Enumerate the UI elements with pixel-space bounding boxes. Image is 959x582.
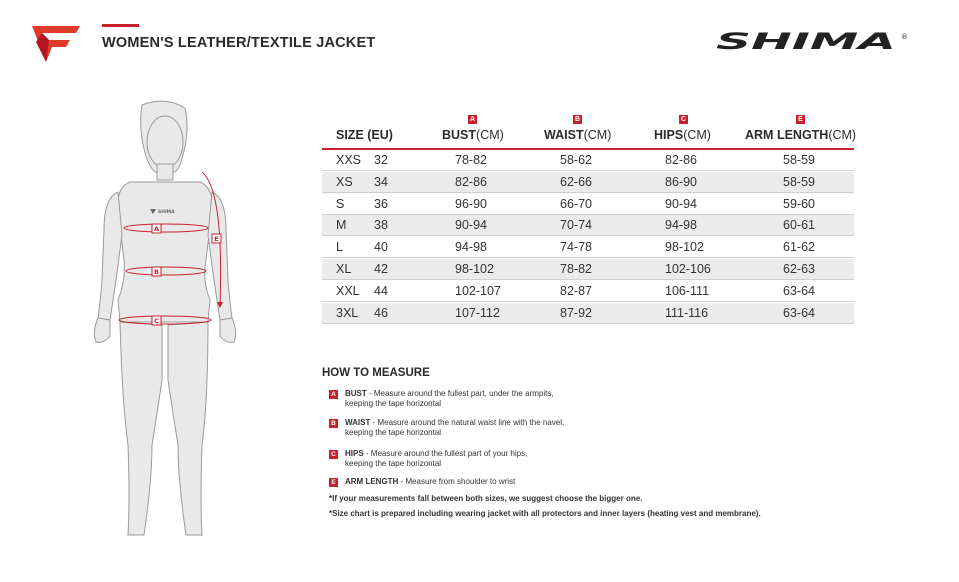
figure-marker-c bbox=[152, 316, 161, 325]
waist-header: WAIST(CM) bbox=[544, 128, 612, 142]
cell-waist: 87-92 bbox=[560, 305, 592, 320]
cell-size: XXL bbox=[336, 283, 360, 298]
table-row bbox=[322, 303, 854, 324]
cell-eu: 46 bbox=[374, 305, 388, 320]
cell-eu: 38 bbox=[374, 218, 388, 233]
measure-badge-a: A bbox=[329, 390, 338, 399]
cell-size: S bbox=[336, 196, 345, 211]
cell-bust: 98-102 bbox=[455, 262, 494, 276]
svg-text:SHIMA: SHIMA bbox=[158, 210, 175, 215]
figure-marker-a bbox=[152, 224, 161, 233]
hips-header: HIPS(CM) bbox=[654, 128, 711, 142]
body-figure bbox=[80, 100, 250, 545]
title-accent-rule bbox=[102, 24, 139, 27]
cell-eu: 32 bbox=[374, 153, 388, 167]
table-row bbox=[322, 259, 854, 280]
brand-logo bbox=[712, 30, 908, 54]
note-protectors: *Size chart is prepared including wearing jacket with all protectors and inner layers (heating vest and membrane). bbox=[329, 509, 761, 518]
cell-waist: 82-87 bbox=[560, 283, 592, 298]
cell-eu: 36 bbox=[374, 196, 388, 211]
svg-text:A: A bbox=[153, 225, 160, 234]
cell-size: L bbox=[336, 240, 343, 255]
table-row bbox=[322, 237, 854, 258]
table-row bbox=[322, 215, 854, 236]
cell-hips: 86-90 bbox=[665, 174, 697, 189]
cell-waist: 66-70 bbox=[560, 196, 592, 211]
cell-bust: 102-107 bbox=[455, 283, 501, 298]
measure-badge-e: E bbox=[329, 478, 338, 487]
row-divider bbox=[322, 323, 854, 324]
cell-waist: 62-66 bbox=[560, 174, 592, 189]
table-row bbox=[322, 150, 854, 171]
arm-length-header: ARM LENGTH(CM) bbox=[745, 128, 857, 142]
svg-text:B: B bbox=[154, 268, 159, 277]
measure-badge-c: C bbox=[329, 450, 338, 459]
cell-hips: 111-116 bbox=[665, 305, 709, 320]
cell-arm: 63-64 bbox=[783, 305, 815, 320]
bust-badge: A bbox=[469, 116, 476, 123]
cell-eu: 44 bbox=[374, 283, 388, 298]
cell-hips: 106-111 bbox=[665, 283, 710, 298]
waist-badge: B bbox=[574, 116, 581, 123]
cell-hips: 90-94 bbox=[665, 196, 697, 211]
cell-bust: 82-86 bbox=[455, 174, 487, 189]
size-header: SIZE (EU) bbox=[336, 128, 393, 142]
brand-wordmark: SHIMA bbox=[716, 30, 896, 54]
cell-arm: 63-64 bbox=[783, 283, 815, 298]
cell-bust: 96-90 bbox=[455, 196, 487, 211]
brand-wordmark-icon bbox=[712, 30, 908, 54]
cell-arm: 58-59 bbox=[783, 174, 815, 189]
cell-eu: 34 bbox=[374, 174, 388, 189]
cell-size: XS bbox=[336, 174, 353, 189]
cell-size: M bbox=[336, 218, 347, 233]
cell-hips: 94-98 bbox=[665, 218, 697, 233]
cell-waist: 74-78 bbox=[560, 240, 592, 255]
hips-badge: C bbox=[680, 116, 687, 123]
registered-mark: ® bbox=[901, 33, 908, 41]
cell-arm: 61-62 bbox=[783, 240, 815, 255]
cell-eu: 42 bbox=[374, 262, 388, 276]
cell-eu: 40 bbox=[374, 240, 388, 255]
cell-hips: 102-106 bbox=[665, 262, 711, 276]
cell-bust: 94-98 bbox=[455, 240, 487, 255]
cell-bust: 107-112 bbox=[455, 305, 500, 320]
table-row bbox=[322, 172, 854, 193]
table-row bbox=[322, 281, 854, 302]
svg-text:E: E bbox=[214, 235, 219, 244]
cell-hips: 82-86 bbox=[665, 153, 697, 167]
table-row bbox=[322, 194, 854, 215]
cell-hips: 98-102 bbox=[665, 240, 704, 255]
cell-arm: 60-61 bbox=[783, 218, 815, 233]
cell-size: XL bbox=[336, 262, 352, 276]
cell-bust: 90-94 bbox=[455, 218, 487, 233]
bust-header: BUST(CM) bbox=[442, 128, 504, 142]
note-between-sizes: *If your measurements fall between both sizes, we suggest choose the bigger one. bbox=[329, 494, 643, 503]
figure-marker-e bbox=[212, 234, 221, 243]
cell-size: 3XL bbox=[336, 305, 359, 320]
measure-badge-b: B bbox=[329, 419, 338, 428]
figure-marker-b bbox=[152, 267, 161, 276]
cell-waist: 78-82 bbox=[560, 262, 592, 276]
cell-waist: 58-62 bbox=[560, 153, 592, 167]
svg-text:C: C bbox=[154, 317, 159, 326]
cell-arm: 58-59 bbox=[783, 153, 815, 167]
cell-bust: 78-82 bbox=[455, 153, 487, 167]
cell-waist: 70-74 bbox=[560, 218, 592, 233]
page-title: WOMEN'S LEATHER/TEXTILE JACKET bbox=[102, 35, 376, 51]
how-to-measure-title: HOW TO MEASURE bbox=[322, 367, 430, 379]
cell-size: XXS bbox=[336, 153, 362, 167]
shima-logo-icon bbox=[32, 26, 80, 62]
arm-length-badge: E bbox=[796, 115, 805, 124]
cell-arm: 62-63 bbox=[783, 262, 815, 276]
cell-arm: 59-60 bbox=[783, 196, 815, 211]
